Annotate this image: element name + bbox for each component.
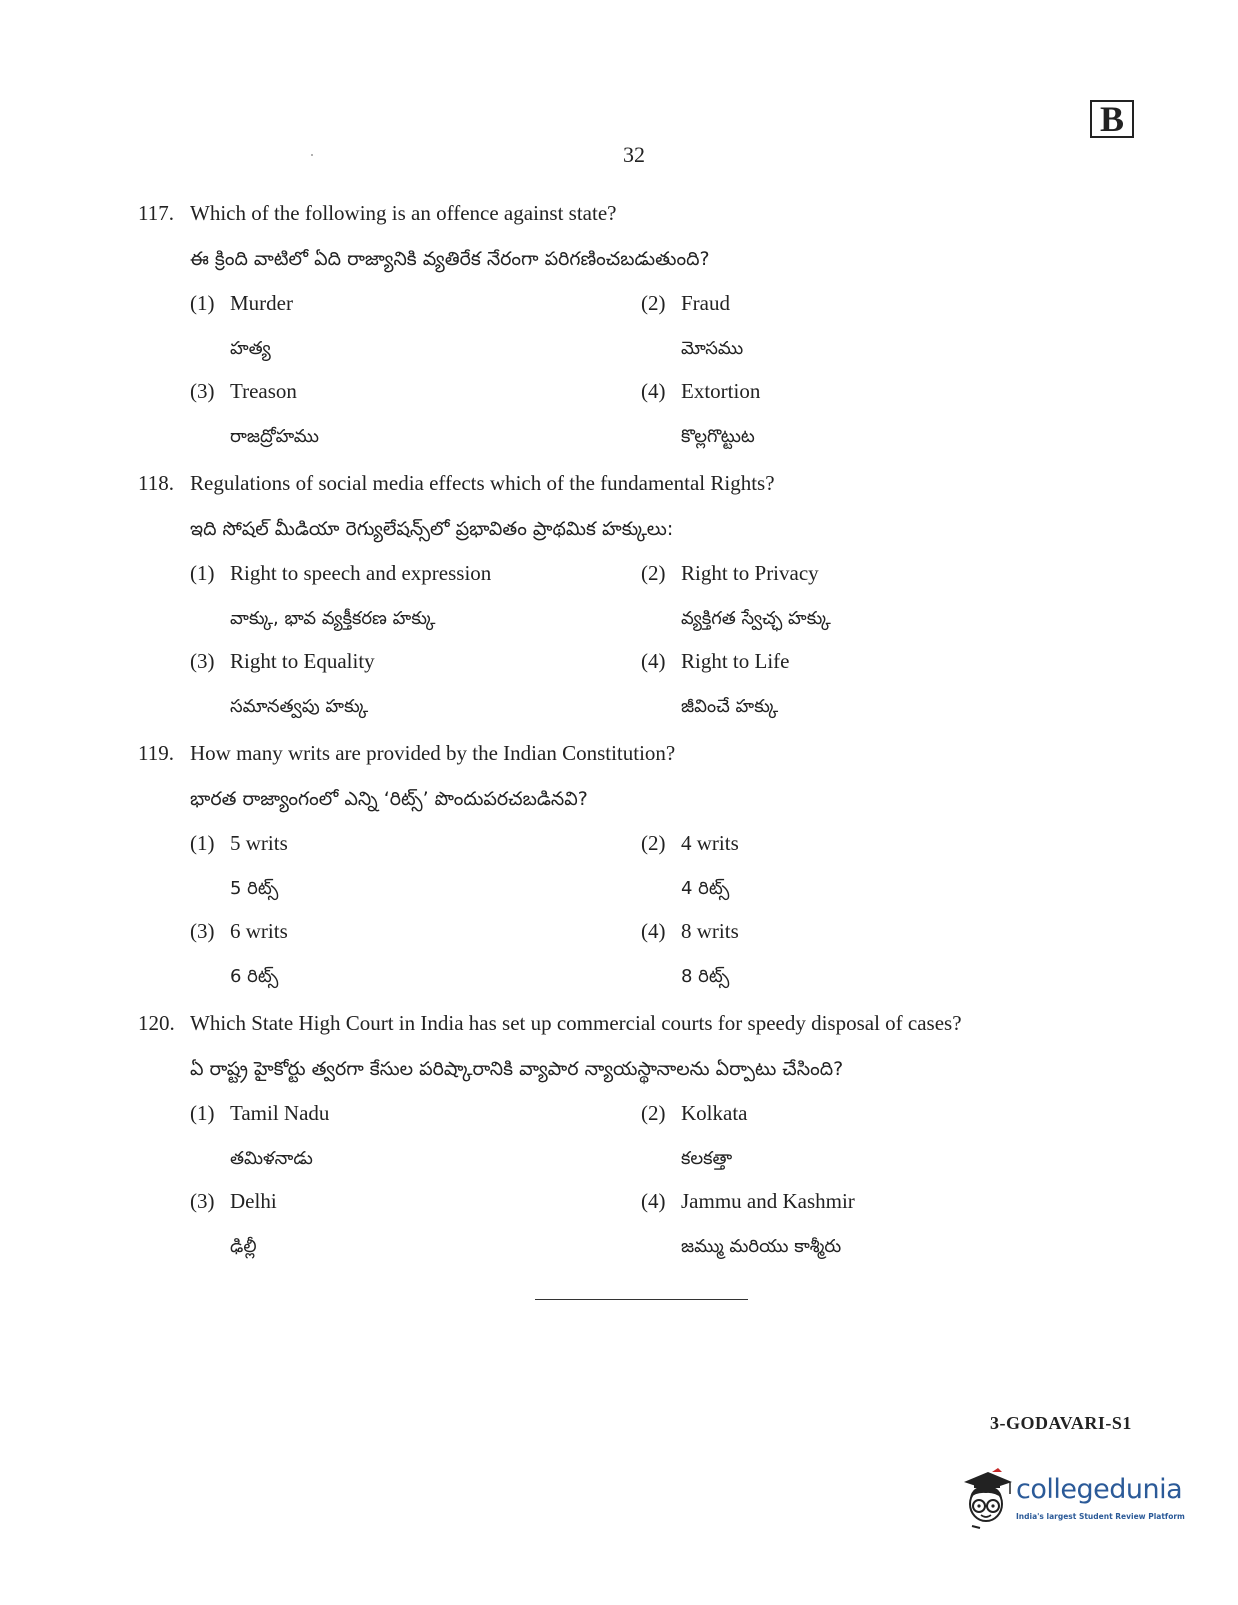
option-number: (4) <box>641 379 666 403</box>
option-text-en: Treason <box>230 379 297 403</box>
options-row <box>138 646 1098 734</box>
option-number: (2) <box>641 831 666 855</box>
option-text-en: Jammu and Kashmir <box>681 1189 855 1213</box>
option-1 <box>190 828 630 904</box>
question-119 <box>138 738 1098 1004</box>
option-number: (1) <box>190 561 215 585</box>
question-number: 120. <box>138 1011 175 1035</box>
question-number: 118. <box>138 471 174 495</box>
question-number: 117. <box>138 201 174 225</box>
question-text-en: 117. Which of the following is an offence against state? <box>138 198 1098 228</box>
option-text-en: Right to Privacy <box>681 561 819 585</box>
option-text-en: Right to Life <box>681 649 790 673</box>
option-number: (2) <box>641 1101 666 1125</box>
question-text-te: ఈ క్రింది వాటిలో ఏది రాజ్యానికి వ్యతిరేక నేరంగా పరిగణించబడుతుంది? <box>190 248 710 270</box>
option-2 <box>641 828 1081 904</box>
page-number: 32 <box>623 142 645 167</box>
option-number: (2) <box>641 291 666 315</box>
option-text-en: Murder <box>230 291 293 315</box>
option-2 <box>641 288 1081 364</box>
brand-name: collegedunia <box>1016 1474 1183 1505</box>
option-2 <box>641 1098 1081 1174</box>
option-text-en: Right to speech and expression <box>230 561 492 585</box>
option-text-te: సమానత్వపు హక్కు <box>230 696 369 717</box>
option-number: (3) <box>190 379 215 403</box>
option-text-te: 8 రిట్స్ <box>681 966 730 987</box>
option-text-te: కలకత్తా <box>681 1148 733 1169</box>
option-4 <box>641 916 1081 992</box>
option-text-en: Right to Equality <box>230 649 375 673</box>
question-text-te: భారత రాజ్యాంగంలో ఎన్ని ‘రిట్స్’ పొందుపరచబడినవి? <box>190 788 588 810</box>
option-text-en: Fraud <box>681 291 730 315</box>
option-text-en: 6 writs <box>230 919 288 943</box>
mascot-icon <box>958 1468 1014 1532</box>
option-text-te: జీవించే హక్కు <box>681 696 779 717</box>
option-1 <box>190 1098 630 1174</box>
option-text-en: Delhi <box>230 1189 277 1213</box>
option-text-te: తమిళనాడు <box>230 1148 313 1169</box>
option-number: (3) <box>190 1189 215 1213</box>
option-text-te: 4 రిట్స్ <box>681 878 730 899</box>
option-number: (4) <box>641 1189 666 1213</box>
booklet-set-label: B <box>1090 100 1134 138</box>
options-row <box>138 558 1098 646</box>
question-number: 119. <box>138 741 174 765</box>
option-text-en: Extortion <box>681 379 761 403</box>
option-4 <box>641 646 1081 722</box>
option-4 <box>641 1186 1081 1262</box>
option-text-en: 8 writs <box>681 919 739 943</box>
option-text-te: 5 రిట్స్ <box>230 878 279 899</box>
question-120 <box>138 1008 1098 1274</box>
option-text-te: కొల్లగొట్టుట <box>681 426 755 447</box>
question-text-en: 118. Regulations of social media effects which of the fundamental Rights? <box>138 468 1098 498</box>
option-3 <box>190 1186 630 1262</box>
option-text-en: 5 writs <box>230 831 288 855</box>
option-4 <box>641 376 1081 452</box>
question-text-te: ఏ రాష్ట్ర హైకోర్టు త్వరగా కేసుల పరిష్కారానికి వ్యాపార న్యాయస్థానాలను ఏర్పాటు చేసింది? <box>190 1058 844 1080</box>
options-row <box>138 376 1098 464</box>
option-text-en: Tamil Nadu <box>230 1101 330 1125</box>
option-3 <box>190 646 630 722</box>
option-text-te: జమ్ము మరియు కాశ్మీరు <box>681 1236 842 1257</box>
option-3 <box>190 916 630 992</box>
option-number: (2) <box>641 561 666 585</box>
option-1 <box>190 288 630 364</box>
option-text-te: వాక్కు, భావ వ్యక్తీకరణ హక్కు <box>230 608 436 629</box>
option-3 <box>190 376 630 452</box>
option-number: (1) <box>190 1101 215 1125</box>
option-2 <box>641 558 1081 634</box>
option-text-te: రాజద్రోహము <box>230 426 319 447</box>
question-118 <box>138 468 1098 734</box>
paper-code: 3-GODAVARI-S1 <box>990 1413 1132 1433</box>
option-text-te: మోసము <box>681 338 744 359</box>
option-number: (1) <box>190 831 215 855</box>
question-text-te: ఇది సోషల్ మీడియా రెగ్యులేషన్స్‌లో ప్రభావితం ప్రాథమిక హక్కులు: <box>190 518 674 540</box>
option-number: (4) <box>641 649 666 673</box>
option-text-te: వ్యక్తిగత స్వేచ్ఛ హక్కు <box>681 608 831 629</box>
question-text-en: 120. Which State High Court in India has set up commercial courts for speedy disposal of cases? <box>138 1008 1098 1038</box>
options-row <box>138 1098 1098 1186</box>
option-number: (1) <box>190 291 215 315</box>
option-text-te: ఢిల్లీ <box>230 1236 257 1257</box>
option-text-te: 6 రిట్స్ <box>230 966 279 987</box>
options-row <box>138 828 1098 916</box>
collegedunia-logo <box>958 1468 1188 1536</box>
question-text-en: 119. How many writs are provided by the Indian Constitution? <box>138 738 1098 768</box>
options-row <box>138 288 1098 376</box>
options-row <box>138 1186 1098 1274</box>
option-text-te: హత్య <box>230 338 271 359</box>
option-text-en: Kolkata <box>681 1101 748 1125</box>
option-number: (3) <box>190 649 215 673</box>
option-text-en: 4 writs <box>681 831 739 855</box>
option-number: (3) <box>190 919 215 943</box>
option-number: (4) <box>641 919 666 943</box>
question-117 <box>138 198 1098 464</box>
brand-tagline: India's largest Student Review Platform <box>1016 1512 1185 1521</box>
option-1 <box>190 558 630 634</box>
end-of-section-rule <box>535 1299 748 1300</box>
options-row <box>138 916 1098 1004</box>
